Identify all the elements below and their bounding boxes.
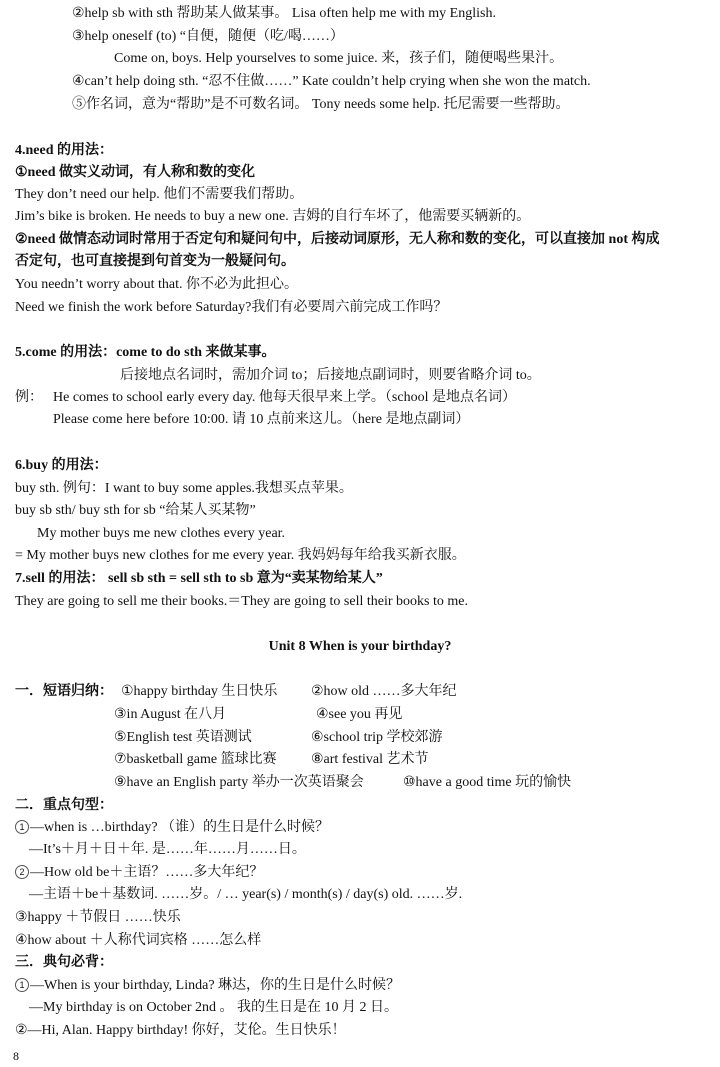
phrase-item: ⑨have an English party 举办一次英语聚会 bbox=[114, 775, 364, 790]
phrase-item: ③in August 在八月 bbox=[114, 707, 227, 722]
come-example-label: 例： bbox=[15, 390, 43, 405]
help-usage-2: ②help sb with sth 帮助某人做某事。 Lisa often help me with my English. bbox=[72, 6, 496, 21]
sell-heading: 7.sell 的用法： sell sb sth = sell sth to sb 意为“卖某物给某人” bbox=[15, 571, 383, 586]
need-point-1: ①need 做实义动词，有人称和数的变化 bbox=[15, 165, 256, 180]
phrase-item: ②how old ……多大年纪 bbox=[311, 684, 457, 699]
phrase-item: ⑧art festival 艺术节 bbox=[311, 752, 429, 767]
buy-heading: 6.buy 的用法： bbox=[15, 458, 108, 473]
sentence-2a bbox=[15, 863, 263, 883]
come-note: 后接地点名词时，需加介词 to；后接地点副词时，则要省略介词 to。 bbox=[120, 368, 541, 383]
sentence-2a-text: —How old be＋主语？……多大年纪？ bbox=[30, 865, 264, 880]
help-usage-4: ④can’t help doing sth. “忍不住做……” Kate couldn’t help crying when she won the match. bbox=[72, 74, 591, 89]
phrase-item: ⑥school trip 学校郊游 bbox=[311, 730, 443, 745]
sentences-heading: 二．重点句型： bbox=[15, 798, 113, 813]
come-example-1: He comes to school early every day. 他每天很早来上学。（school 是地点名词） bbox=[53, 390, 516, 405]
help-usage-3-example: Come on, boys. Help yourselves to some juice. 来，孩子们，随便喝些果汁。 bbox=[114, 51, 564, 66]
sentence-4: ④how about ＋人称代词宾格 ……怎么样 bbox=[15, 933, 262, 948]
sentence-2b: —主语＋be＋基数词. ……岁。/ … year(s) / month(s) / day(s) old. ……岁. bbox=[29, 887, 463, 902]
need-point-2a: ②need 做情态动词时常用于否定句和疑问句中，后接动词原形，无人称和数的变化，可以直接加 not 构成 bbox=[15, 232, 660, 247]
number-1-circle: 1 bbox=[15, 978, 29, 992]
come-example-2: Please come here before 10:00. 请 10 点前来这儿。（here 是地点副词） bbox=[53, 412, 470, 427]
buy-example-1: My mother buys me new clothes every year. bbox=[37, 526, 286, 541]
recite-1b: —My birthday is on October 2nd 。 我的生日是在 10 月 2 日。 bbox=[29, 1000, 399, 1015]
buy-usage-2: buy sb sth/ buy sth for sb “给某人买某物” bbox=[15, 503, 256, 518]
need-example-4: Need we finish the work before Saturday?我们有必要周六前完成工作吗？ bbox=[15, 300, 448, 315]
unit-title: Unit 8 When is your birthday? bbox=[268, 639, 452, 654]
need-example-1: They don’t need our help. 他们不需要我们帮助。 bbox=[15, 187, 304, 202]
come-heading: 5.come 的用法：come to do sth 来做某事。 bbox=[15, 345, 276, 360]
page-number: 8 bbox=[13, 1049, 19, 1063]
phrases-heading: 一．短语归纳： bbox=[15, 684, 113, 699]
need-heading: 4.need 的用法： bbox=[15, 143, 113, 158]
need-example-2: Jim’s bike is broken. He needs to buy a new one. 吉姆的自行车坏了，他需要买辆新的。 bbox=[15, 209, 531, 224]
help-usage-3: ③help oneself (to) “自便，随便（吃/喝……） bbox=[72, 29, 344, 44]
recite-2: ②—Hi, Alan. Happy birthday! 你好，艾伦。生日快乐！ bbox=[15, 1023, 346, 1038]
number-2-circle: 2 bbox=[15, 865, 29, 879]
sentence-1a bbox=[15, 818, 329, 838]
phrase-item: ⑤English test 英语测试 bbox=[114, 730, 252, 745]
need-point-2b: 否定句，也可直接提到句首变为一般疑问句。 bbox=[15, 254, 295, 269]
recite-1a-text: —When is your birthday, Linda? 琳达，你的生日是什么时候？ bbox=[30, 978, 401, 993]
number-1-circle: 1 bbox=[15, 820, 29, 834]
phrase-item: ④see you 再见 bbox=[316, 707, 403, 722]
sentence-3: ③happy ＋节假日 ……快乐 bbox=[15, 910, 181, 925]
sentence-1b: —It’s＋月＋日＋年. 是……年……月……日。 bbox=[29, 842, 306, 857]
buy-example-2: = My mother buys new clothes for me every year. 我妈妈每年给我买新衣服。 bbox=[15, 548, 466, 563]
help-usage-5: ⑤作名词，意为“帮助”是不可数名词。 Tony needs some help. 托尼需要一些帮助。 bbox=[72, 97, 570, 112]
sentence-1a-text: —when is …birthday? （谁）的生日是什么时候？ bbox=[30, 820, 330, 835]
phrase-item: ⑩have a good time 玩的愉快 bbox=[403, 775, 572, 790]
sell-example: They are going to sell me their books.＝They are going to sell their books to me. bbox=[15, 594, 468, 609]
phrase-item: ①happy birthday 生日快乐 bbox=[121, 684, 278, 699]
recite-1a bbox=[15, 976, 400, 996]
recite-heading: 三．典句必背： bbox=[15, 955, 113, 970]
phrase-item: ⑦basketball game 篮球比赛 bbox=[114, 752, 277, 767]
buy-usage-1: buy sth. 例句：I want to buy some apples.我想买点苹果。 bbox=[15, 481, 353, 496]
need-example-3: You needn’t worry about that. 你不必为此担心。 bbox=[15, 277, 298, 292]
